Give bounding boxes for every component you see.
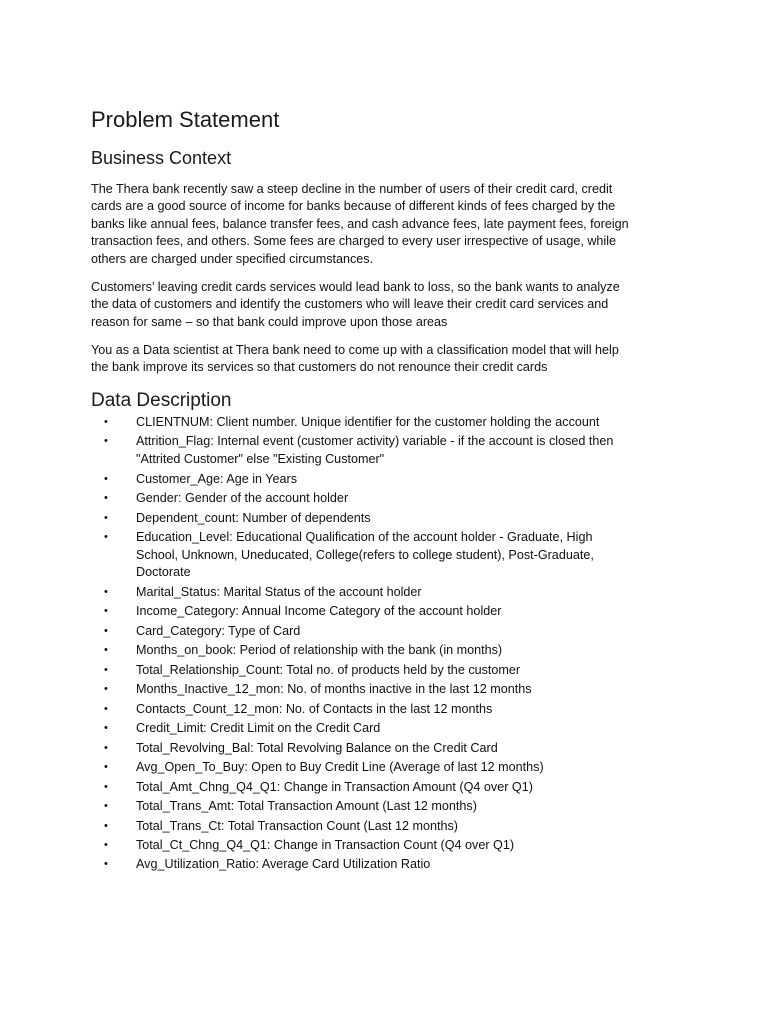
list-item (91, 818, 676, 836)
paragraph-line: The Thera bank recently saw a steep decline in the number of users of their credit card, credit (91, 182, 613, 196)
list-item-text: Credit_Limit: Credit Limit on the Credit Card (136, 721, 381, 736)
list-item-text: Avg_Utilization_Ratio: Average Card Utilization Ratio (136, 857, 431, 872)
list-item (91, 798, 676, 816)
paragraph-line: banks like annual fees, balance transfer fees, and cash advance fees, late payment fees, foreign (91, 216, 629, 231)
bullet-icon: • (104, 761, 108, 774)
paragraph-line: cards are a good source of income for banks because of different kinds of fees charged by the (91, 199, 616, 214)
bullet-icon: • (104, 722, 108, 735)
list-item-text: Total_Trans_Ct: Total Transaction Count (Last 12 months) (136, 818, 458, 833)
bullet-icon: • (104, 702, 108, 715)
paragraph-line: others are charged under specified circumstances. (91, 251, 374, 266)
list-item (91, 433, 676, 468)
paragraph-line: You as a Data scientist at Thera bank need to come up with a classification model that will help (91, 343, 619, 357)
paragraph-line: the data of customers and identify the customers who will leave their credit card services and (91, 297, 609, 312)
list-item (91, 623, 676, 641)
paragraph-line: reason for same – so that bank could improve upon those areas (91, 314, 448, 329)
list-item (91, 701, 676, 719)
paragraph-line: Customers’ leaving credit cards services would lead bank to loss, so the bank wants to analyze (91, 280, 620, 294)
list-item-text: Total_Revolving_Bal: Total Revolving Balance on the Credit Card (136, 740, 498, 755)
list-item-text: Contacts_Count_12_mon: No. of Contacts in the last 12 months (136, 701, 493, 716)
bullet-icon: • (104, 858, 108, 871)
list-item-text: Months_Inactive_12_mon: No. of months inactive in the last 12 months (136, 682, 532, 697)
bullet-icon: • (104, 531, 108, 544)
business-context-paragraph-2 (91, 279, 676, 331)
list-item (91, 642, 676, 660)
list-item (91, 529, 676, 582)
list-item-text: Customer_Age: Age in Years (136, 471, 298, 486)
bullet-icon: • (104, 492, 108, 505)
bullet-icon: • (104, 472, 108, 485)
list-item (91, 510, 676, 528)
list-item (91, 603, 676, 621)
list-item (91, 662, 676, 680)
bullet-icon: • (104, 605, 108, 618)
list-item-text: Card_Category: Type of Card (136, 623, 301, 638)
bullet-icon: • (104, 416, 108, 428)
list-item-text: Dependent_count: Number of dependents (136, 510, 371, 525)
bullet-icon: • (104, 663, 108, 676)
list-item (91, 681, 676, 699)
business-context-paragraph-3 (91, 342, 676, 377)
data-description-list (91, 414, 676, 876)
list-item (91, 471, 676, 489)
page-title: Problem Statement (91, 107, 280, 132)
bullet-icon: • (104, 838, 108, 851)
business-context-paragraph-1 (91, 181, 676, 268)
list-item-text: Attrition_Flag: Internal event (customer activity) variable - if the account is closed then (136, 434, 614, 449)
bullet-icon: • (104, 819, 108, 832)
list-item-text: Doctorate (136, 565, 191, 580)
list-item-text: Total_Amt_Chng_Q4_Q1: Change in Transaction Amount (Q4 over Q1) (136, 779, 533, 794)
list-item-text: Months_on_book: Period of relationship with the bank (in months) (136, 643, 503, 658)
list-item (91, 414, 676, 432)
list-item-text: Total_Relationship_Count: Total no. of products held by the customer (136, 662, 521, 677)
list-item-text: Income_Category: Annual Income Category of the account holder (136, 604, 502, 619)
paragraph-line: transaction fees, and others. Some fees are charged to every user irrespective of usage, while (91, 234, 617, 249)
list-item (91, 740, 676, 758)
bullet-icon: • (104, 683, 108, 696)
business-context-heading: Business Context (91, 148, 232, 168)
bullet-icon: • (104, 624, 108, 637)
list-item-text: CLIENTNUM: Client number. Unique identifier for the customer holding the account (136, 415, 600, 429)
bullet-icon: • (104, 780, 108, 793)
list-item-text: Education_Level: Educational Qualification of the account holder - Graduate, High (136, 530, 593, 545)
list-item (91, 759, 676, 777)
list-item (91, 584, 676, 602)
bullet-icon: • (104, 435, 108, 448)
bullet-icon: • (104, 644, 108, 657)
paragraph-line: the bank improve its services so that customers do not renounce their credit cards (91, 360, 548, 375)
bullet-icon: • (104, 585, 108, 598)
list-item (91, 779, 676, 797)
bullet-icon: • (104, 511, 108, 524)
list-item-text: Gender: Gender of the account holder (136, 491, 349, 506)
list-item (91, 490, 676, 508)
list-item-text: School, Unknown, Uneducated, College(refers to college student), Post-Graduate, (136, 547, 594, 562)
bullet-icon: • (104, 800, 108, 813)
list-item (91, 720, 676, 738)
list-item-text: Marital_Status: Marital Status of the account holder (136, 584, 422, 599)
list-item-text: Total_Ct_Chng_Q4_Q1: Change in Transaction Count (Q4 over Q1) (136, 837, 515, 852)
list-item-text: Total_Trans_Amt: Total Transaction Amount (Last 12 months) (136, 799, 477, 814)
list-item-text: Avg_Open_To_Buy: Open to Buy Credit Line (Average of last 12 months) (136, 760, 544, 775)
list-item (91, 837, 676, 855)
bullet-icon: • (104, 741, 108, 754)
list-item (91, 856, 676, 874)
list-item-text: "Attrited Customer" else "Existing Customer" (136, 452, 385, 467)
data-description-heading: Data Description (91, 390, 232, 411)
